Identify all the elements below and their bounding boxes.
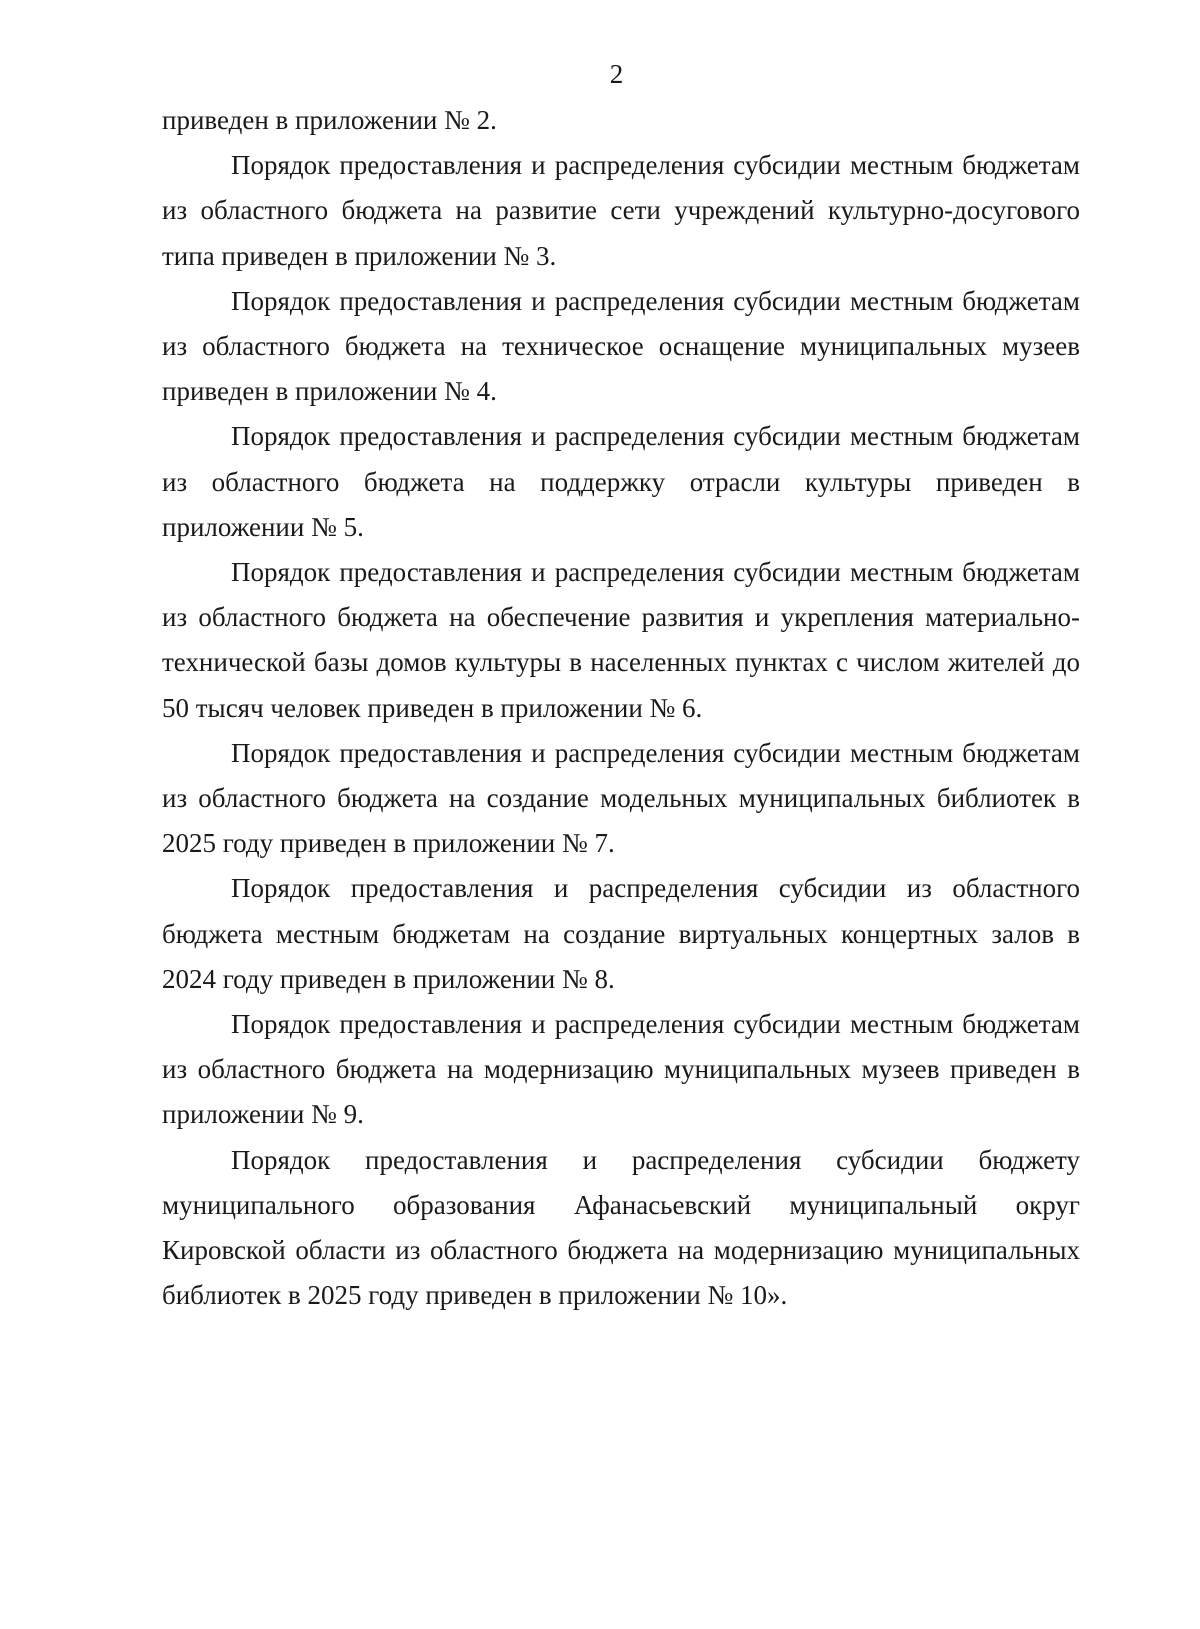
paragraph-appendix-6: Порядок предоставления и распределения субсидии местным бюджетам из областного бюджета на обеспечение развития и укрепления материально-технической базы домов культуры в населенных пунктах с числом жителей до 50 тысяч человек приведен в приложении № 6. (162, 557, 1080, 723)
paragraph-appendix-8: Порядок предоставления и распределения субсидии из областного бюджета местным бюджетам на создание виртуальных концертных залов в 2024 году приведен в приложении № 8. (162, 873, 1080, 994)
paragraph-appendix-7: Порядок предоставления и распределения субсидии местным бюджетам из областного бюджета на создание модельных муниципальных библиотек в 2025 году приведен в приложении № 7. (162, 737, 1080, 859)
paragraph-appendix-3: Порядок предоставления и распределения субсидии местным бюджетам из областного бюджета на развитие сети учреждений культурно-досугового типа приведен в приложении № 3. (162, 150, 1080, 271)
paragraph-appendix-4: Порядок предоставления и распределения субсидии местным бюджетам из областного бюджета на техническое оснащение муниципальных музеев приведен в приложении № 4. (162, 285, 1080, 407)
paragraph-appendix-10: Порядок предоставления и распределения субсидии бюджету муниципального образования Афанасьевский муниципальный округ Кировской области из областного бюджета на модернизацию муниципальных библиотек в 2025 году приведен в приложении № 10». (162, 1144, 1080, 1311)
document-body (162, 98, 1080, 1318)
paragraph-continuation: приведен в приложении № 2. (162, 105, 497, 135)
paragraph-appendix-9: Порядок предоставления и распределения субсидии местным бюджетам из областного бюджета на модернизацию муниципальных музеев приведен в приложении № 9. (162, 1009, 1080, 1130)
paragraph-appendix-5: Порядок предоставления и распределения субсидии местным бюджетам из областного бюджета на поддержку отрасли культуры приведен в приложении № 5. (162, 421, 1080, 542)
page-number: 2 (609, 59, 624, 89)
